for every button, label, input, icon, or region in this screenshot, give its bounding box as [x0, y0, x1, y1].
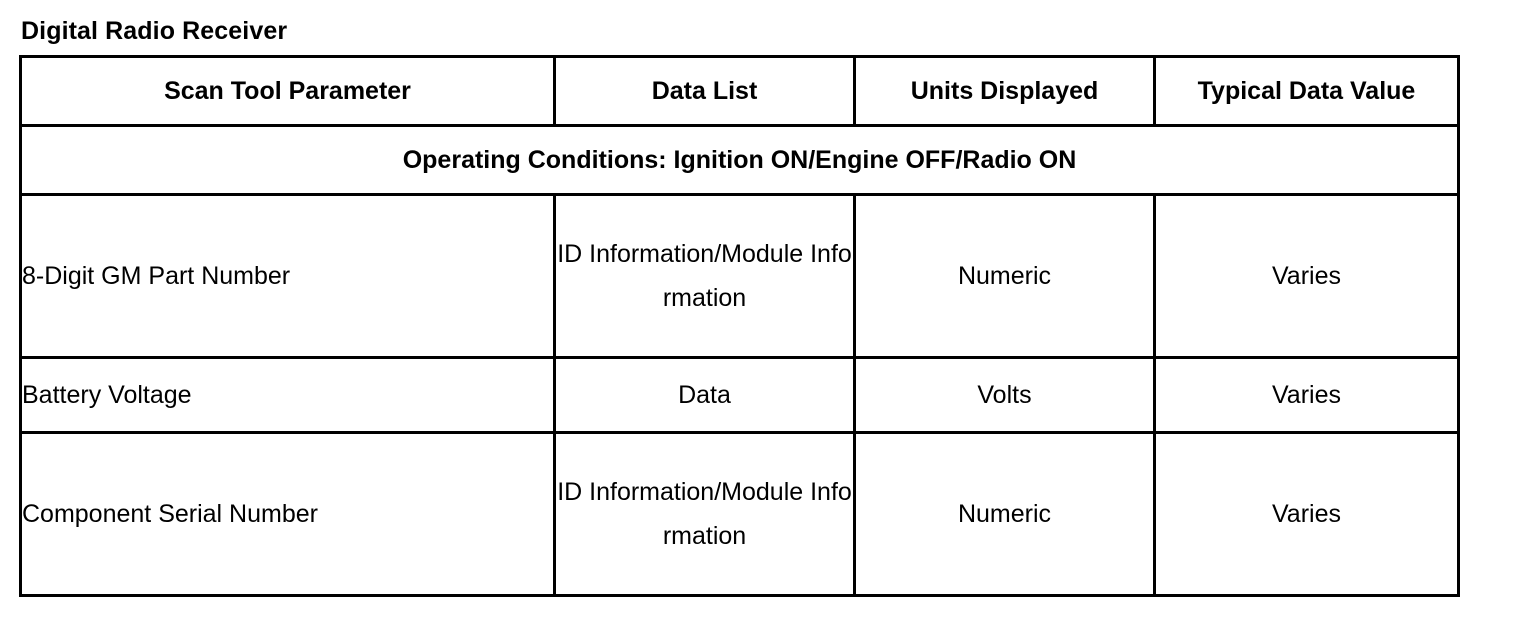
parameter-cell: Component Serial Number — [21, 433, 555, 596]
table-row — [21, 195, 1459, 358]
parameter-cell: 8-Digit GM Part Number — [21, 195, 555, 358]
header-scan-tool-parameter: Scan Tool Parameter — [21, 57, 555, 126]
table-row — [21, 433, 1459, 596]
data-list-cell: ID Information/Module Information — [555, 195, 855, 358]
parameter-cell: Battery Voltage — [21, 358, 555, 433]
document-title: Digital Radio Receiver — [21, 17, 288, 45]
operating-conditions-label: Operating Conditions: Ignition ON/Engine OFF/Radio ON — [21, 126, 1459, 195]
typical-value-cell: Varies — [1155, 433, 1459, 596]
header-typical-data-value: Typical Data Value — [1155, 57, 1459, 126]
units-cell: Numeric — [855, 433, 1155, 596]
data-list-cell: Data — [555, 358, 855, 433]
units-cell: Volts — [855, 358, 1155, 433]
typical-value-cell: Varies — [1155, 195, 1459, 358]
table-header-row — [21, 57, 1459, 126]
header-data-list: Data List — [555, 57, 855, 126]
table-row — [21, 358, 1459, 433]
typical-value-cell: Varies — [1155, 358, 1459, 433]
scan-tool-data-table — [19, 55, 1460, 597]
operating-conditions-row — [21, 126, 1459, 195]
units-cell: Numeric — [855, 195, 1155, 358]
data-list-cell: ID Information/Module Information — [555, 433, 855, 596]
header-units-displayed: Units Displayed — [855, 57, 1155, 126]
